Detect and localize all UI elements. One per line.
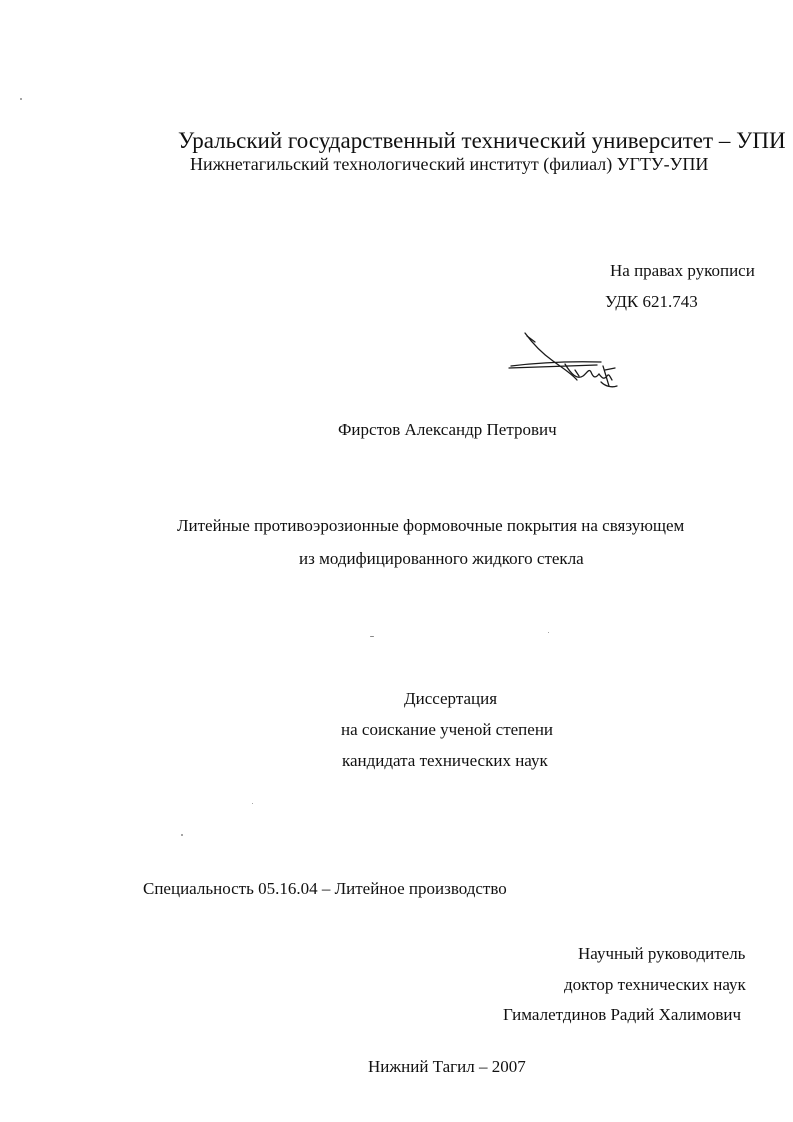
specialty: Специальность 05.16.04 – Литейное производство	[143, 879, 507, 898]
scan-speck	[548, 632, 549, 633]
scan-speck	[252, 803, 253, 804]
degree-name: кандидата технических наук	[342, 751, 548, 770]
dissertation-label: Диссертация	[404, 689, 498, 708]
supervisor-label: Научный руководитель	[578, 944, 746, 963]
manuscript-rights: На правах рукописи	[610, 261, 755, 280]
author-name: Фирстов Александр Петрович	[338, 420, 557, 439]
scan-speck	[181, 834, 183, 836]
signature-icon	[505, 330, 620, 398]
udk-code: УДК 621.743	[605, 292, 698, 311]
dissertation-title-line-2: из модифицированного жидкого стекла	[299, 549, 584, 568]
scan-speck	[20, 98, 22, 100]
degree-purpose: на соискание ученой степени	[341, 720, 554, 739]
scan-speck	[370, 636, 374, 637]
university-name: Уральский государственный технический университет – УПИ	[178, 128, 786, 153]
institute-name: Нижнетагильский технологический институт (филиал) УГТУ-УПИ	[190, 154, 709, 174]
place-and-year: Нижний Тагил – 2007	[368, 1057, 526, 1076]
supervisor-name: Гималетдинов Радий Халимович	[503, 1005, 742, 1024]
dissertation-title-line-1: Литейные противоэрозионные формовочные покрытия на связующем	[177, 516, 685, 535]
supervisor-degree: доктор технических наук	[564, 975, 746, 994]
